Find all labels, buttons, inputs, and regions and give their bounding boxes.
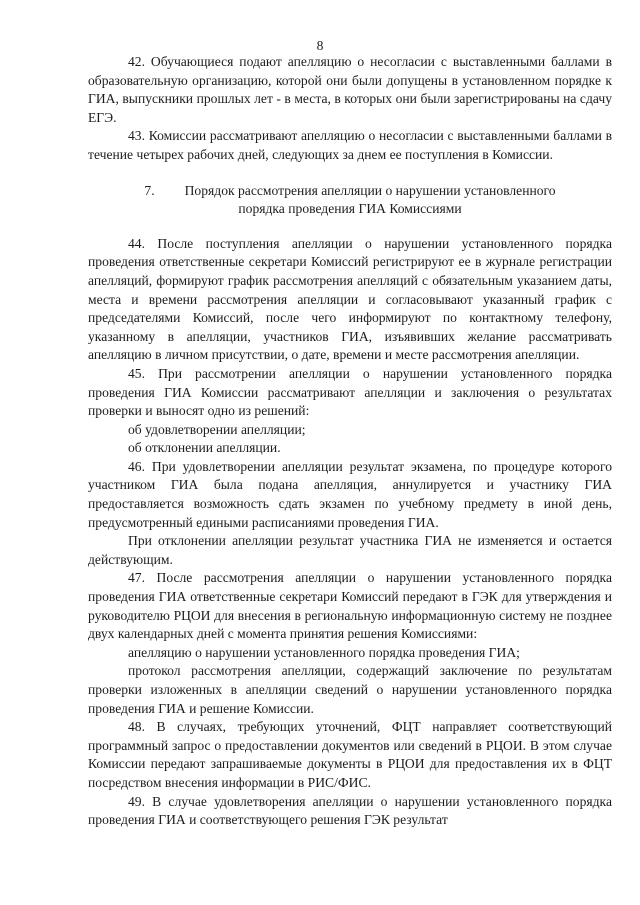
page-number: 8 [316,38,324,53]
section-title-line-1: Порядок рассмотрения апелляции о нарушении установленного [184,182,556,198]
paragraph-44: 44. После поступления апелляции о нарушении установленного порядка проведения ответственные секретари Комиссий регистрируют ее в журнале регистрации апелляций, формируют график рассмотрения апелляций с обязательным указанием даты, места и времени рассмотрения апелляции и согласовывают указанный график с председателями Комиссий, после чего информируют по контактному телефону, указанному в апелляции, участников ГИА, изъявивших желание рассматривать апелляцию в личном присутствии, о дате, времени и месте рассмотрения апелляции. [88,235,612,363]
section-title-line-2: порядка проведения ГИА Комиссиями [238,201,462,217]
paragraph-48: 48. В случаях, требующих уточнений, ФЦТ направляет соответствующий программный запрос о предоставлении документов или сведений в РЦОИ. В этом случае Комиссии передают запрашиваемые документы в РЦОИ для предоставления их в ФЦТ посредством внесения информации в РИС/ФИС. [88,719,612,790]
list-item-reject: об отклонении апелляции. [128,440,281,456]
section-heading [92,182,608,219]
paragraph-42: 42. Обучающиеся подают апелляцию о несогласии с выставленными баллами в образовательную организацию, которой они были допущены в установленном порядке к ГИА, выпускники прошлых лет - в места, в которых они были зарегистрированы на сдачу ЕГЭ. [88,54,612,125]
paragraph-43: 43. Комиссии рассматривают апелляцию о несогласии с выставленными баллами в течение четырех рабочих дней, следующих за днем ее поступления в Комиссии. [88,128,612,162]
paragraph-47: 47. После рассмотрения апелляции о нарушении установленного порядка проведения ГИА ответственные секретари Комиссий передают в ГЭК для утверждения и руководителю РЦОИ для внесения в региональную информационную систему не позднее двух календарных дней с момента принятия решения Комиссиями: [88,570,612,642]
section-number: 7. [144,182,155,198]
list-item-approve: об удовлетворении апелляции; [128,421,306,437]
document-body [88,53,612,830]
paragraph-49: 49. В случае удовлетворения апелляции о нарушении установленного порядка проведения ГИА и соответствующего решения ГЭК результат [88,793,612,828]
list-item-protocol: протокол рассмотрения апелляции, содержащий заключение по результатам проверки изложенных в апелляции сведений о нарушении установленного порядка проведения ГИА и решение Комиссии. [88,663,612,716]
paragraph-45: 45. При рассмотрении апелляции о нарушении установленного порядка проведения ГИА Комиссии рассматривают апелляции и заключения о результатах проверки и выносят одно из решений: [88,365,612,419]
list-item-appeal: апелляцию о нарушении установленного порядка проведения ГИА; [128,644,520,660]
paragraph-46: 46. При удовлетворении апелляции результат экзамена, по процедуре которого участником ГИА была подана апелляция, аннулируется и участнику ГИА предоставляется возможность сдать экзамен по учебному предмету в иной день, предусмотренный едиными расписаниями проведения ГИА. [88,458,612,530]
paragraph-46-rejection: При отклонении апелляции результат участника ГИА не изменяется и остается действующим. [88,533,612,567]
